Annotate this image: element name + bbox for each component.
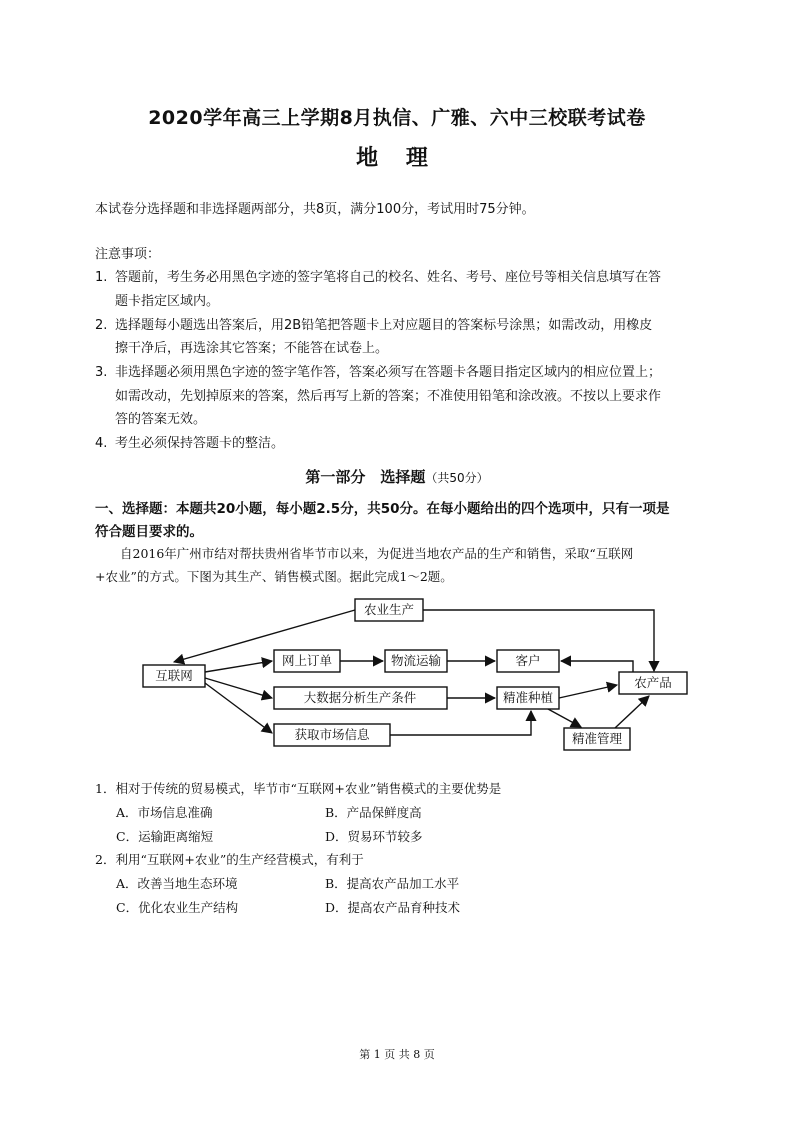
question-2-option-a: A．改善当地生态环境 [116, 876, 238, 891]
note-item-3-line-1: 3. 非选择题必须用黑色字迹的签字笔作答，答案必须写在答题卡各题目指定区域内的相应位置上； [95, 365, 662, 380]
part1-instruction-line-1: 一、选择题：本题共20小题，每小题2.5分，共50分。在每小题给出的四个选项中，只有一项是 [95, 501, 670, 517]
note-item-4-line-1: 4. 考生必须保持答题卡的整洁。 [95, 436, 285, 451]
exam-title: 2020学年高三上学期8月执信、广雅、六中三校联考试卷 [148, 107, 646, 129]
label-agri-products: 农产品 [634, 675, 672, 690]
label-customer: 客户 [515, 653, 541, 668]
label-market-info: 获取市场信息 [294, 727, 370, 742]
section-score-note: （共50分） [425, 471, 489, 485]
note-item-2-line-1: 2. 选择题每小题选出答案后，用2B铅笔把答题卡上对应题目的答案标号涂黑；如需改动，用橡皮 [95, 318, 653, 333]
part1-instruction-line-2: 符合题目要求的。 [95, 524, 203, 540]
label-agri-production: 农业生产 [363, 602, 415, 617]
note-item-1-line-1: 1. 答题前，考生务必用黑色字迹的签字笔将自己的校名、姓名、考号、座位号等相关信息填写在答 [95, 270, 662, 285]
question-2-option-d: D．提高农产品育种技术 [325, 900, 461, 915]
passage-line-2: +农业”的方式。下图为其生产、销售模式图。据此完成1～2题。 [95, 569, 453, 584]
question-1-stem: 1．相对于传统的贸易模式，毕节市“互联网+农业”销售模式的主要优势是 [95, 781, 502, 796]
question-2-stem: 2．利用“互联网+农业”的生产经营模式，有利于 [95, 852, 364, 867]
question-1-option-a: A．市场信息准确 [116, 805, 213, 820]
question-2-option-b: B．提高农产品加工水平 [325, 876, 460, 891]
label-logistics: 物流运输 [390, 653, 442, 668]
label-precision-management: 精准管理 [571, 731, 623, 746]
section-title: 第一部分 选择题 [305, 468, 426, 486]
note-item-3-line-3: 答的答案无效。 [115, 412, 207, 427]
note-item-2-line-2: 擦干净后，再选涂其它答案；不能答在试卷上。 [115, 341, 389, 356]
note-item-1-line-2: 题卡指定区域内。 [115, 294, 220, 309]
question-1-option-d: D．贸易环节较多 [325, 829, 423, 844]
page-footer: 第 1 页 共 8 页 [359, 1048, 435, 1061]
label-big-data: 大数据分析生产条件 [303, 690, 417, 705]
passage-line-1: 自2016年广州市结对帮扶贵州省毕节市以来，为促进当地农产品的生产和销售，采取“互联网 [120, 546, 634, 561]
question-1-option-c: C．运输距离缩短 [116, 829, 214, 844]
question-1-option-b: B．产品保鲜度高 [325, 805, 422, 820]
subject-title: 地 理 [356, 146, 438, 171]
note-item-3-line-2: 如需改动，先划掉原来的答案，然后再写上新的答案；不准使用铅笔和涂改液。不按以上要求作 [115, 389, 662, 404]
intro-text: 本试卷分选择题和非选择题两部分，共8页，满分100分，考试用时75分钟。 [95, 202, 535, 217]
label-internet: 互联网 [155, 668, 193, 683]
label-precision-planting: 精准种植 [502, 690, 554, 705]
notes-heading: 注意事项： [95, 247, 161, 262]
label-online-order: 网上订单 [281, 653, 333, 668]
question-2-option-c: C．优化农业生产结构 [116, 900, 239, 915]
